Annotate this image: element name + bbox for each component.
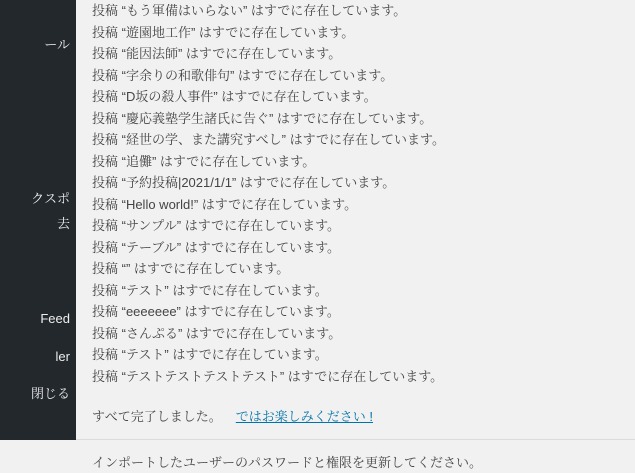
sidebar-item-ler-partial[interactable] [0,348,76,366]
import-complete-text: すべて完了しました。 [92,409,222,424]
list-item: 投稿 “D坂の殺人事件” はすでに存在しています。 [92,89,377,104]
admin-sidebar-menu [0,0,76,462]
sidebar-item-feed-partial[interactable] [0,310,76,328]
list-item: 投稿 “テーブル” はすでに存在しています。 [92,239,341,255]
sidebar-item-label: 閉じる [30,386,70,401]
list-item: 投稿 “追儺” はすでに存在しています。 [92,153,316,169]
list-item: 投稿 “サンプル” はすでに存在しています。 [92,218,341,233]
list-item: 投稿 “テストテストテストテスト” はすでに存在しています。 [92,368,444,384]
sidebar-item-label: ール [44,37,70,52]
list-item: 投稿 “Hello world!” はすでに存在しています。 [92,196,358,212]
sidebar-item-tools-partial[interactable] [0,36,76,54]
import-complete-message [92,407,635,427]
footer-divider [76,439,635,440]
list-item: 投稿 “経世の学、また講究すべし” はすでに存在しています。 [92,132,445,147]
sidebar-item-label: ler [55,349,70,364]
password-update-note: インポートしたユーザーのパスワードと権限を更新してください。 [92,455,483,470]
list-item: 投稿 “予約投稿|2021/1/1” はすでに存在しています。 [92,175,396,190]
sidebar-item-erase-partial[interactable] [0,215,76,233]
list-item: 投稿 “字余りの和歌俳句” はすでに存在しています。 [92,67,394,83]
have-fun-link[interactable]: ではお楽しみください ! [235,409,373,424]
sidebar-item-export-partial[interactable] [0,190,76,208]
list-item: 投稿 “さんぷる” はすでに存在しています。 [92,325,342,341]
sidebar-bottom-spacer [0,440,76,462]
sidebar-item-label: Feed [40,311,70,326]
list-item: 投稿 “能因法師” はすでに存在しています。 [92,46,342,61]
list-item: 投稿 “もう軍備はいらない” はすでに存在しています。 [92,3,407,18]
import-log-panel [76,0,635,470]
sidebar-item-collapse-menu-partial[interactable] [0,385,76,403]
sidebar-top-spacer [0,0,76,4]
list-item: 投稿 “” はすでに存在しています。 [92,261,290,276]
list-item: 投稿 “テスト” はすでに存在しています。 [92,282,328,298]
sidebar-item-label: クスポ [31,191,70,206]
list-item: 投稿 “慶応義塾学生諸氏に告ぐ” はすでに存在しています。 [92,110,433,126]
list-item: 投稿 “eeeeeee” はすでに存在しています。 [92,304,340,319]
list-item: 投稿 “遊園地工作” はすでに存在しています。 [92,24,355,40]
import-log-list [92,0,635,387]
sidebar-item-label: 去 [56,216,70,231]
list-item: 投稿 “テスト” はすでに存在しています。 [92,347,328,362]
